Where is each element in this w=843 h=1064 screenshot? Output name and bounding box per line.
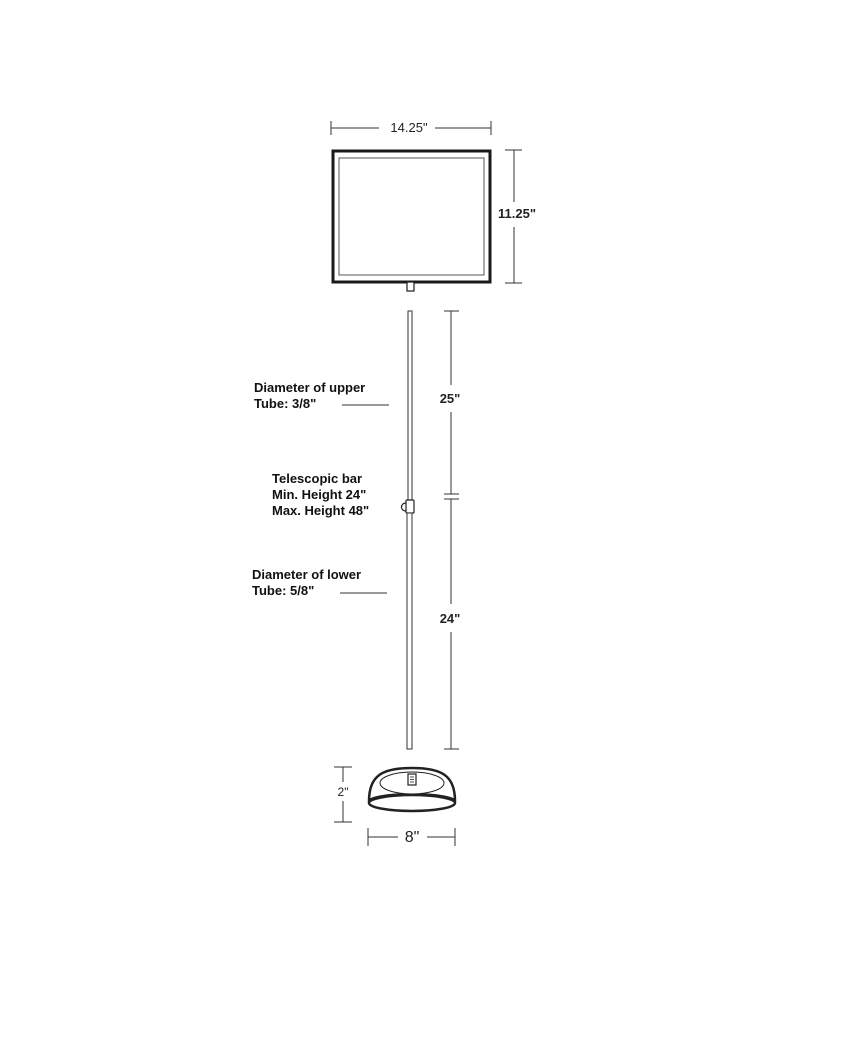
sign-frame — [333, 151, 490, 291]
upper-tube-label-line-2: Tube: 3/8" — [254, 396, 317, 411]
base-height-label: 2" — [337, 785, 349, 799]
frame-connector — [407, 282, 414, 291]
telescopic-label-line-1: Telescopic bar — [272, 471, 363, 486]
lower-tube — [407, 513, 412, 749]
lower-tube-label-line-1: Diameter of lower — [252, 567, 362, 582]
dome-base — [369, 768, 455, 811]
upper-tube — [408, 311, 412, 504]
telescopic-label-line-2: Min. Height 24" — [272, 487, 367, 502]
lower-tube-label — [252, 567, 387, 598]
lower-length-label: 24" — [439, 611, 461, 626]
upper-tube-label — [254, 380, 389, 411]
telescopic-label — [272, 471, 369, 518]
frame-height-label: 11.25" — [498, 206, 536, 221]
upper-tube-label-line-1: Diameter of upper — [254, 380, 366, 395]
telescopic-label-line-3: Max. Height 48" — [272, 503, 370, 518]
base-width-label: 8" — [404, 829, 420, 846]
lower-tube-label-line-2: Tube: 5/8" — [252, 583, 315, 598]
upper-length-label: 25" — [439, 391, 461, 406]
frame-width-label: 14.25" — [390, 120, 428, 135]
telescopic-connector — [402, 500, 415, 513]
